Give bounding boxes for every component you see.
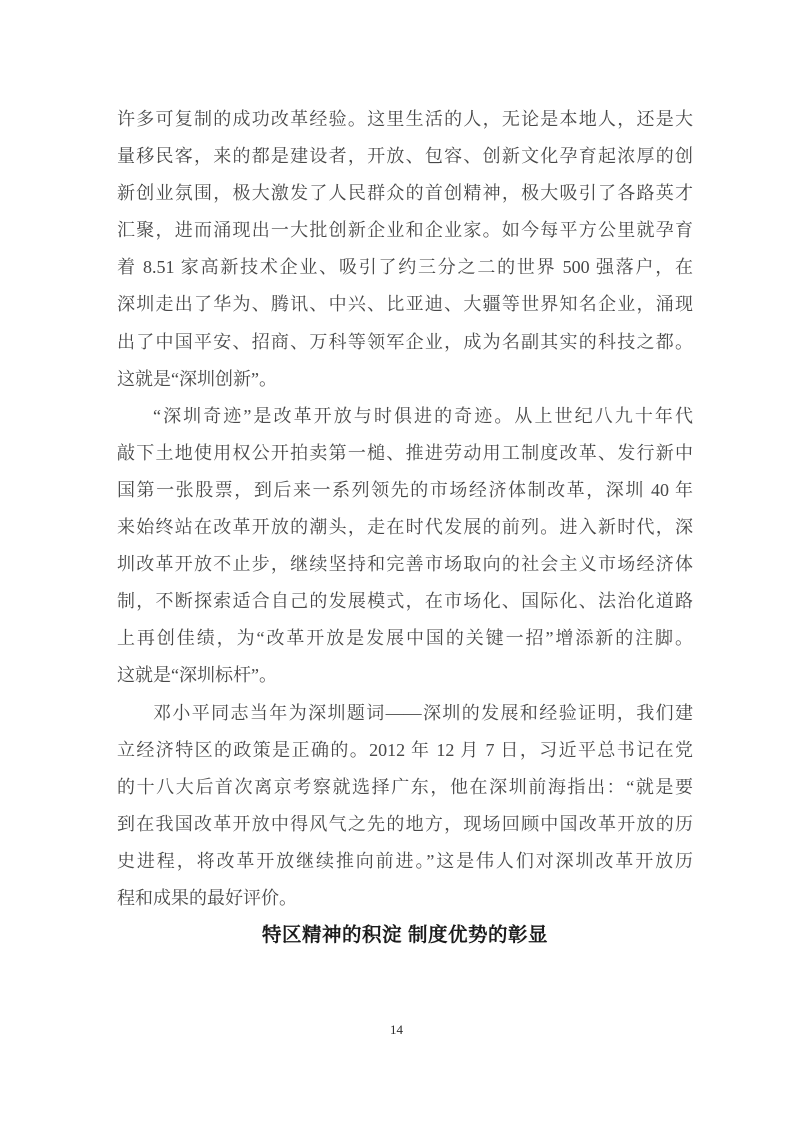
text-line: 立经济特区的政策是正确的。2012 年 12 月 7 日，习近平总书记在党 xyxy=(117,739,693,760)
text-line: 国第一张股票，到后来一系列领先的市场经济体制改革，深圳 40 年 xyxy=(117,479,693,500)
text-line: 深圳走出了华为、腾讯、中兴、比亚迪、大疆等世界知名企业，涌现 xyxy=(117,294,693,315)
text-line: 史进程，将改革开放继续推向前进。”这是伟人们对深圳改革开放历 xyxy=(117,850,693,871)
text-line: 的十八大后首次离京考察就选择广东，他在深圳前海指出：“就是要 xyxy=(117,776,693,797)
text-line: 程和成果的最好评价。 xyxy=(117,887,297,908)
text-line: 到在我国改革开放中得风气之先的地方，现场回顾中国改革开放的历 xyxy=(117,813,693,834)
text-line: 着 8.51 家高新技术企业、吸引了约三分之二的世界 500 强落户，在 xyxy=(117,257,693,278)
text-line: 量移民客，来的都是建设者，开放、包容、创新文化孕育起浓厚的创 xyxy=(117,146,693,167)
text-line: 制，不断探索适合自己的发展模式，在市场化、国际化、法治化道路 xyxy=(117,591,693,612)
text-line: 来始终站在改革开放的潮头，走在时代发展的前列。进入新时代，深 xyxy=(117,517,693,538)
section-heading: 特区精神的积淀 制度优势的彰显 xyxy=(262,924,548,947)
text-line: 汇聚，进而涌现出一大批创新企业和企业家。如今每平方公里就孕育 xyxy=(117,220,693,241)
text-line: 这就是“深圳创新”。 xyxy=(117,368,277,389)
text-line: “深圳奇迹”是改革开放与时俱进的奇迹。从上世纪八九十年代 xyxy=(153,405,693,426)
text-line: 出了中国平安、招商、万科等领军企业，成为名副其实的科技之都。 xyxy=(117,331,693,352)
text-line: 圳改革开放不止步，继续坚持和完善市场取向的社会主义市场经济体 xyxy=(117,554,693,575)
page-number: 14 xyxy=(390,1022,403,1037)
text-line: 邓小平同志当年为深圳题词——深圳的发展和经验证明，我们建 xyxy=(153,702,693,723)
text-line: 这就是“深圳标杆”。 xyxy=(117,665,277,686)
document-body xyxy=(117,101,693,954)
text-line: 新创业氛围，极大激发了人民群众的首创精神，极大吸引了各路英才 xyxy=(117,183,693,204)
text-line: 许多可复制的成功改革经验。这里生活的人，无论是本地人，还是大 xyxy=(117,109,693,129)
text-line: 敲下土地使用权公开拍卖第一槌、推进劳动用工制度改革、发行新中 xyxy=(117,442,693,463)
text-line: 上再创佳绩，为“改革开放是发展中国的关键一招”增添新的注脚。 xyxy=(117,628,693,649)
